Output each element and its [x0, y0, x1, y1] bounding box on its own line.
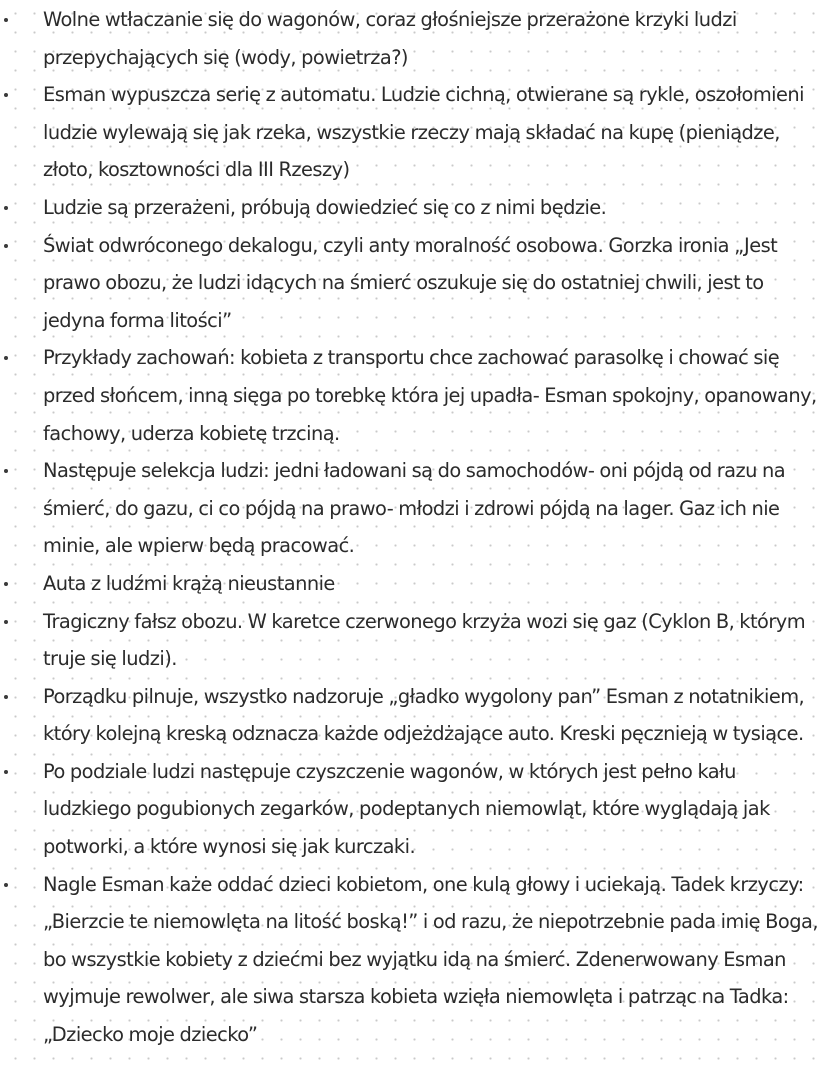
bullet-icon: [4, 356, 8, 360]
list-item-text: Po podziale ludzi następuje czyszczenie wagonów, w których jest pełno kału ludzkiego pogubionych zegarków, podeptanych niemowląt, które wyglądają jak potworki, a które wynosi się jak kurczaki.: [43, 759, 770, 859]
bullet-icon: [4, 244, 8, 248]
list-item-text: Ludzie są przerażeni, próbują dowiedzieć się co z nimi będzie.: [43, 195, 607, 219]
list-item: [0, 753, 820, 866]
list-item: [0, 678, 820, 753]
bullet-icon: [4, 469, 8, 473]
list-item-text: Porządku pilnuje, wszystko nadzoruje „gładko wygolony pan” Esman z notatnikiem, który kolejną kreską odznacza każde odjeżdżające auto. Kreski pęcznieją w tysiące.: [43, 684, 805, 746]
list-item-text: Nagle Esman każe oddać dzieci kobietom, one kulą głowy i uciekają. Tadek krzyczy: „Bierzcie te niemowlęta na litość boską!” i od razu, że niepotrzebnie pada imię Boga, bo wszystkie kobiety z dziećmi bez wyjątku idą na śmierć. Zdenerwowany Esman wyjmuje rewolwer, ale siwa starsza kobieta wzięła niemowlęta i patrząc na Tadka: „Dziecko moje dziecko”: [43, 872, 818, 1047]
bullet-icon: [4, 770, 8, 774]
bullet-icon: [4, 695, 8, 699]
list-item: [0, 452, 820, 565]
bullet-icon: [4, 582, 8, 586]
list-item-text: Następuje selekcja ludzi: jedni ładowani są do samochodów- oni pójdą od razu na śmierć, do gazu, ci co pójdą na prawo- młodzi i zdrowi pójdą na lager. Gaz ich nie minie, ale wpierw będą pracować.: [43, 459, 786, 558]
list-item-text: Wolne wtłaczanie się do wagonów, coraz głośniejsze przerażone krzyki ludzi przepychających się (wody, powietrza?): [43, 8, 737, 69]
list-item-text: Świat odwróconego dekalogu, czyli anty moralność osobowa. Gorzka ironia „Jest prawo obozu, że ludzi idących na śmierć oszukuje się do ostatniej chwili, jest to jedyna forma litości”: [43, 233, 778, 332]
bullet-icon: [4, 883, 8, 887]
list-item: [0, 866, 820, 1054]
list-item: [0, 565, 820, 603]
bullet-icon: [4, 18, 8, 22]
list-item: [0, 189, 820, 227]
list-item-text: Tragiczny fałsz obozu. W karetce czerwonego krzyża wozi się gaz (Cyklon B, którym truje się ludzi).: [43, 609, 806, 671]
list-item: [0, 339, 820, 452]
bullet-icon: [4, 620, 8, 624]
list-item: [0, 76, 820, 189]
list-item-text: Esman wypuszcza serię z automatu. Ludzie cichną, otwierane są rykle, oszołomieni ludzie wylewają się jak rzeka, wszystkie rzeczy mają składać na kupę (pieniądze, złoto, kosztowności dla III Rzeszy): [43, 83, 804, 182]
bullet-icon: [4, 93, 8, 97]
list-item: [0, 1, 820, 76]
bullet-icon: [4, 206, 8, 210]
list-item-text: Auta z ludźmi krążą nieustannie: [43, 571, 335, 595]
list-item-text: Przykłady zachowań: kobieta z transportu chce zachować parasolkę i chować się przed słońcem, inną sięga po torebkę która jej upadła- Esman spokojny, opanowany, fachowy, uderza kobietę trzciną.: [43, 346, 817, 445]
list-item: [0, 603, 820, 678]
list-item: [0, 227, 820, 340]
bullet-list: [0, 1, 820, 1054]
